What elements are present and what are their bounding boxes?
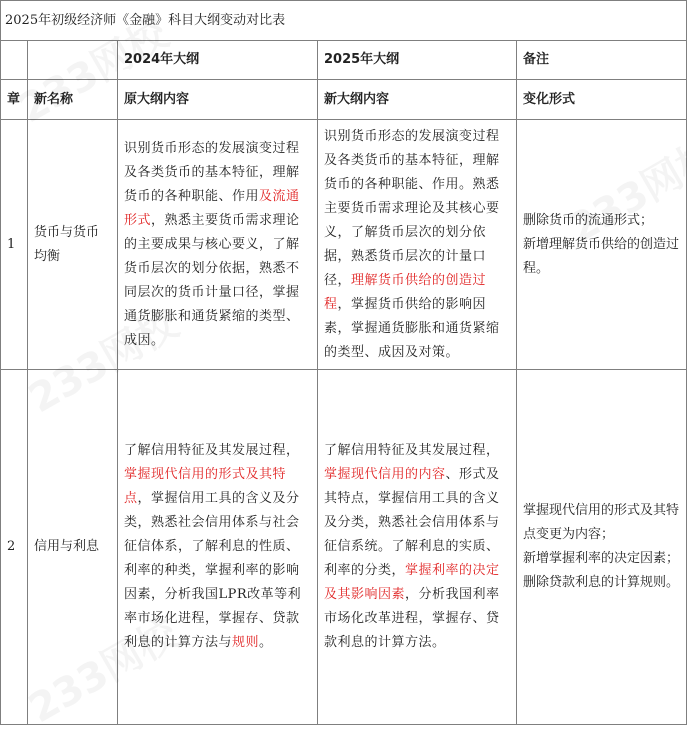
text-segment-highlight: 掌握现代信用的内容 xyxy=(324,467,446,482)
new-content xyxy=(318,120,517,370)
header-empty xyxy=(1,41,28,80)
change-form xyxy=(517,120,687,370)
chapter-number: 1 xyxy=(1,120,28,370)
table-title: 2025年初级经济师《金融》科目大纲变动对比表 xyxy=(1,1,687,41)
text-segment: ，掌握货币供给的影响因素，掌握通货膨胀和通货紧缩的类型、成因及对策。 xyxy=(324,296,500,360)
header-2024: 2024年大纲 xyxy=(118,41,318,80)
change-line: 删除货币的流通形式； xyxy=(523,212,654,228)
header-note: 备注 xyxy=(517,41,687,80)
header-change-form: 变化形式 xyxy=(517,80,687,120)
table-row xyxy=(1,370,687,725)
header-new-name: 新名称 xyxy=(28,80,118,120)
text-segment-highlight: 及流通形式 xyxy=(124,188,300,228)
old-content xyxy=(118,120,318,370)
change-line: 新增理解货币供给的创造过程。 xyxy=(523,236,680,276)
text-segment: 了解信用特征及其发展过程， xyxy=(124,443,300,458)
change-line: 新增掌握利率的决定因素； xyxy=(523,551,680,566)
header-old-content: 原大纲内容 xyxy=(118,80,318,120)
header-new-content: 新大纲内容 xyxy=(318,80,517,120)
change-line: 删除贷款利息的计算规则。 xyxy=(523,575,680,590)
text-segment-highlight: 掌握现代信用的形式及其特点 xyxy=(124,467,287,506)
change-line: 掌握现代信用的形式及其特点变更为内容； xyxy=(523,503,680,542)
text-segment-highlight: 规则 xyxy=(232,635,260,650)
new-content xyxy=(318,370,517,725)
new-name: 货币与货币均衡 xyxy=(28,120,118,370)
header-empty xyxy=(28,41,118,80)
table-row xyxy=(1,120,687,370)
new-name: 信用与利息 xyxy=(28,370,118,725)
text-segment: 了解信用特征及其发展过程， xyxy=(324,443,500,458)
text-segment: ，熟悉主要货币需求理论的主要成果与核心要义，了解货币层次的划分依据，熟悉不同层次的货币计量口径，掌握通货膨胀和通货紧缩的类型、成因。 xyxy=(124,212,300,348)
text-segment-highlight: 理解货币供给的创造过程 xyxy=(324,272,487,312)
text-segment-highlight: 掌握利率的决定及其影响因素 xyxy=(324,563,500,602)
header-2025: 2025年大纲 xyxy=(318,41,517,80)
text-segment: ，掌握信用工具的含义及分类，熟悉社会信用体系与社会征信体系，了解利息的性质、利率的种类，掌握利率的影响因素，分析我国LPR改革等利率市场化进程，掌握存、贷款利息的计算方法与 xyxy=(124,491,302,650)
header-chapter: 章 xyxy=(1,80,28,120)
chapter-number: 2 xyxy=(1,370,28,725)
text-segment: 识别货币形态的发展演变过程及各类货币的基本特征，理解货币的各种职能、作用 xyxy=(124,140,300,204)
text-segment: 。 xyxy=(259,635,273,650)
text-segment: ，分析我国利率市场化改革进程，掌握存、贷款利息的计算方法。 xyxy=(324,587,500,650)
old-content xyxy=(118,370,318,725)
text-segment: 、形式及其特点，掌握信用工具的含义及分类，熟悉社会信用体系与征信系统。了解利息的实质、利率的分类， xyxy=(324,467,500,578)
change-form xyxy=(517,370,687,725)
text-segment: 识别货币形态的发展演变过程及各类货币的基本特征，理解货币的各种职能、作用。熟悉主要货币需求理论及其核心要义，了解货币层次的划分依据，熟悉货币层次的计量口径， xyxy=(324,128,500,288)
